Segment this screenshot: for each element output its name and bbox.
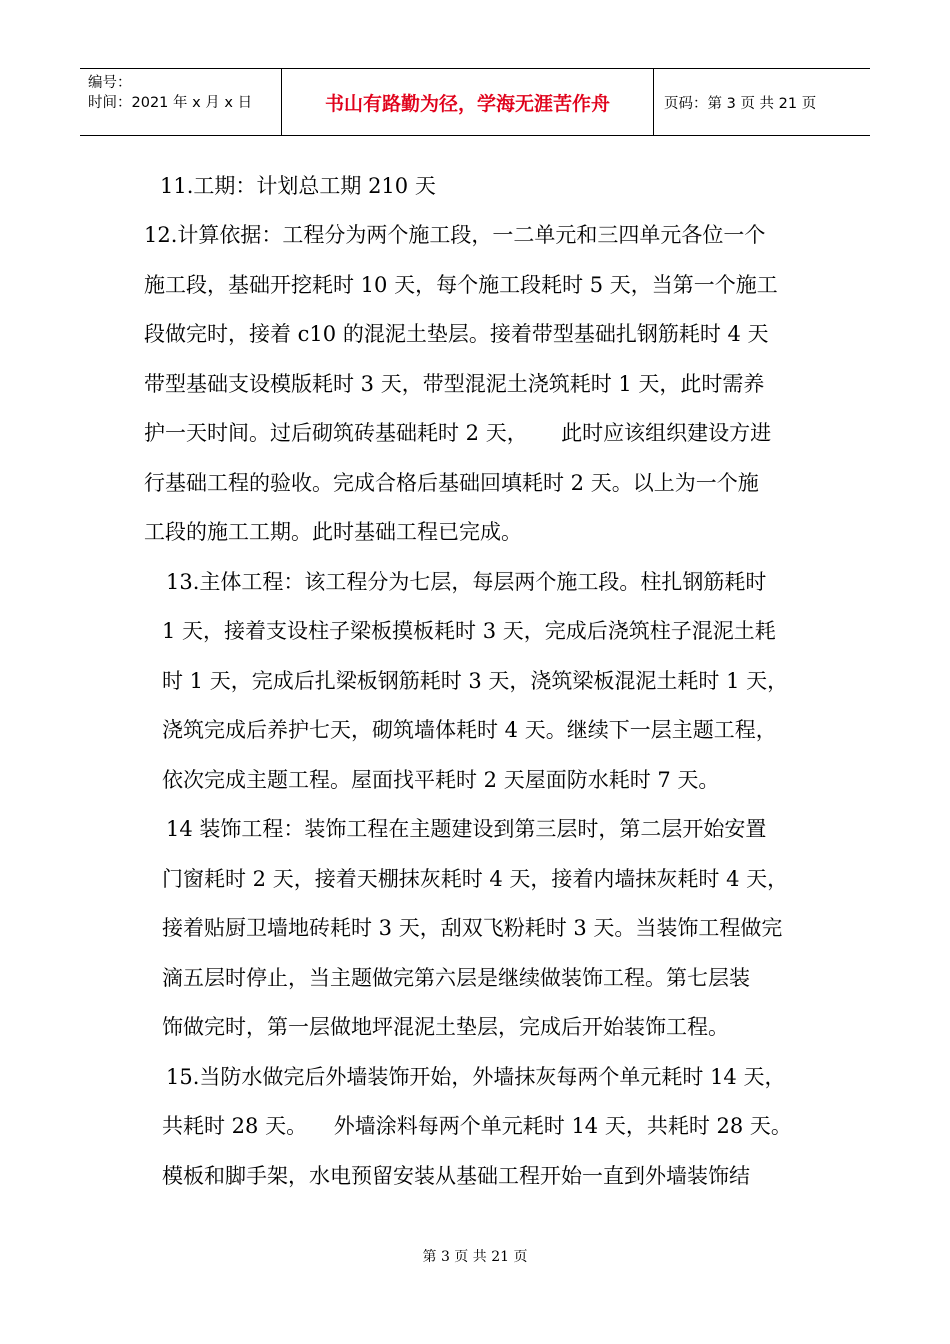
page-footer: 第 3 页 共 21 页	[422, 1249, 528, 1265]
text-line: 行基础工程的验收。完成合格后基础回填耗时 2 天。以上为一个施	[144, 471, 759, 495]
text-line: 滴五层时停止，当主题做完第六层是继续做装饰工程。第七层装	[162, 966, 750, 990]
text-line: 浇筑完成后养护七天，砌筑墙体耗时 4 天。继续下一层主题工程，	[162, 718, 777, 742]
text-line: 饰做完时，第一层做地坪混泥土垫层，完成后开始装饰工程。	[162, 1015, 729, 1039]
header-meta	[80, 69, 282, 135]
text-line: 依次完成主题工程。屋面找平耗时 2 天屋面防水耗时 7 天。	[162, 768, 720, 792]
text-line: 工段的施工工期。此时基础工程已完成。	[144, 520, 522, 544]
document-date-label: 时间：2021 年 x 月 x 日	[88, 95, 253, 111]
text-line: 护一天时间。过后砌筑砖基础耗时 2 天， 此时应该组织建设方进	[144, 421, 772, 445]
text-line: 施工段，基础开挖耗时 10 天，每个施工段耗时 5 天，当第一个施工	[144, 273, 778, 297]
text-line: 1 天，接着支设柱子梁板摸板耗时 3 天，完成后浇筑柱子混泥土耗	[162, 619, 776, 643]
text-line: 接着贴厨卫墙地砖耗时 3 天，刮双飞粉耗时 3 天。当装饰工程做完	[162, 916, 783, 940]
text-line: 15.当防水做完后外墙装饰开始，外墙抹灰每两个单元耗时 14 天，	[166, 1065, 786, 1089]
text-line: 12.计算依据：工程分为两个施工段，一二单元和三四单元各位一个	[144, 223, 766, 247]
page-header	[80, 68, 870, 136]
text-line: 13.主体工程：该工程分为七层，每层两个施工段。柱扎钢筋耗时	[166, 570, 767, 594]
text-line: 门窗耗时 2 天，接着天棚抹灰耗时 4 天，接着内墙抹灰耗时 4 天，	[162, 867, 789, 891]
text-line: 14 装饰工程：装饰工程在主题建设到第三层时，第二层开始安置	[166, 817, 767, 841]
text-line: 时 1 天，完成后扎梁板钢筋耗时 3 天，浇筑梁板混泥土耗时 1 天，	[162, 669, 789, 693]
header-motto: 书山有路勤为径，学海无涯苦作舟	[282, 69, 654, 135]
text-line: 共耗时 28 天。 外墙涂料每两个单元耗时 14 天，共耗时 28 天。	[162, 1114, 792, 1138]
text-line: 模板和脚手架，水电预留安装从基础工程开始一直到外墙装饰结	[162, 1164, 750, 1188]
text-line: 带型基础支设模版耗时 3 天，带型混泥土浇筑耗时 1 天，此时需养	[144, 372, 765, 396]
document-number-label: 编号：	[88, 75, 132, 91]
text-line: 11.工期：计划总工期 210 天	[160, 174, 436, 198]
text-line: 段做完时，接着 c10 的混泥土垫层。接着带型基础扎钢筋耗时 4 天	[144, 322, 769, 346]
header-page-info: 页码：第 3 页 共 21 页	[664, 95, 817, 112]
